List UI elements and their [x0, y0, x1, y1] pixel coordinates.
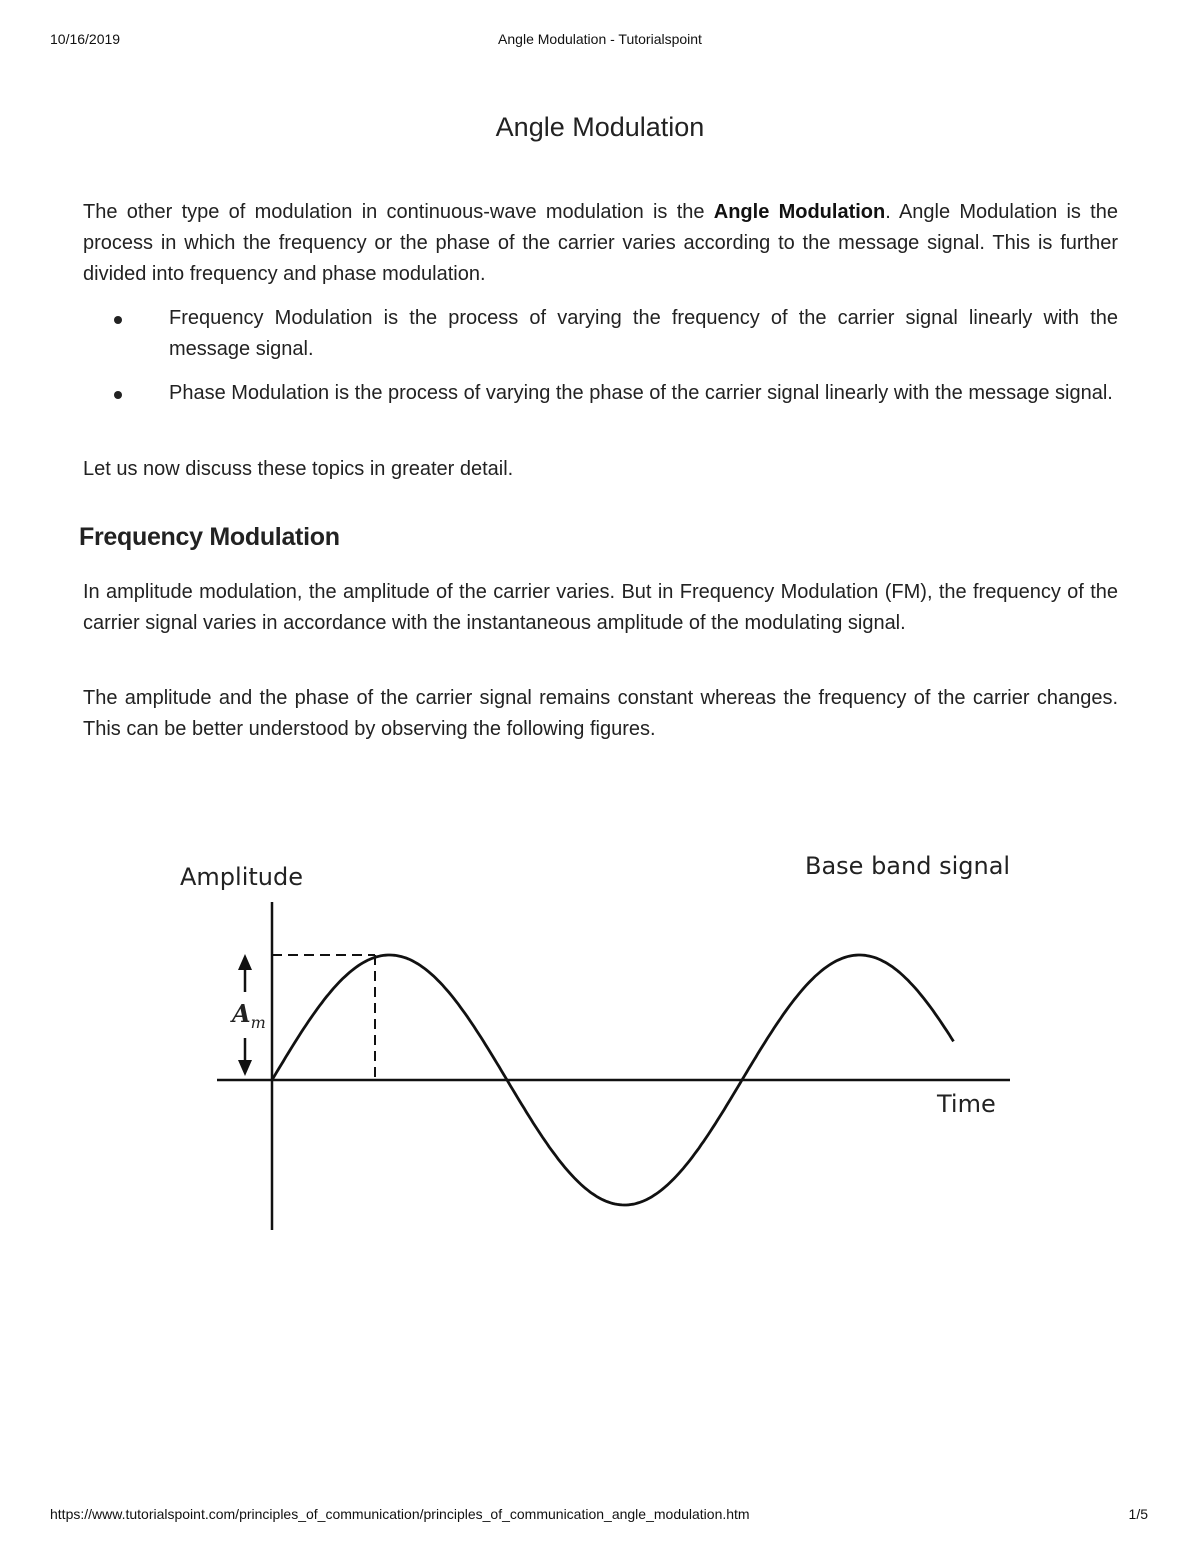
arrow-down-icon	[238, 1060, 252, 1076]
arrow-up-icon	[238, 954, 252, 970]
intro-text-before: The other type of modulation in continuous-wave modulation is the	[83, 201, 714, 223]
fm-paragraph-1	[83, 577, 1118, 639]
fm-text-1: In amplitude modulation, the amplitude of the carrier varies. But in Frequency Modulation (FM), the frequency of the carrier signal varies in accordance with the instantaneous amplitude of the modulating signal.	[83, 581, 1118, 634]
figure-title: Base band signal	[805, 852, 1011, 880]
fm-paragraph-2	[83, 683, 1118, 745]
list-item-text: Phase Modulation is the process of varying the phase of the carrier signal linearly with the message signal.	[169, 382, 1113, 404]
x-axis-label: Time	[937, 1090, 996, 1118]
list-item-text: Frequency Modulation is the process of varying the frequency of the carrier signal linearly with the message signal.	[169, 307, 1118, 360]
intro-bold-term: Angle Modulation	[713, 201, 886, 223]
print-date: 10/16/2019	[50, 31, 121, 47]
discussion-paragraph	[83, 454, 1118, 485]
discussion-text: Let us now discuss these topics in greater detail.	[83, 458, 514, 480]
intro-paragraph	[83, 197, 1118, 290]
bullet-dot-icon	[114, 316, 122, 324]
amplitude-symbol-base: A	[232, 999, 251, 1028]
y-axis-label: Amplitude	[180, 863, 303, 891]
print-url: https://www.tutorialspoint.com/principles_of_communication/principles_of_communication_angle_modulation.htm	[50, 1506, 750, 1522]
print-page-title: Angle Modulation - Tutorialspoint	[498, 31, 702, 47]
list-item	[83, 303, 1118, 365]
amplitude-symbol	[230, 999, 266, 1032]
intro-text-after: . Angle Modulation is the process in which the frequency or the phase of the carrier varies according to the message signal. This is further divided into frequency and phase modulation.	[83, 201, 1118, 285]
modulation-types-list	[83, 303, 1118, 422]
bullet-dot-icon	[114, 391, 122, 399]
fm-text-2: The amplitude and the phase of the carrier signal remains constant whereas the frequency of the carrier changes. This can be better understood by observing the following figures.	[83, 687, 1118, 740]
page-title: Angle Modulation	[495, 112, 705, 142]
amplitude-symbol-subscript: m	[250, 1013, 266, 1032]
section-heading-fm: Frequency Modulation	[79, 523, 340, 551]
baseband-signal-figure	[150, 830, 1050, 1250]
print-page-number: 1/5	[1128, 1506, 1148, 1522]
list-item	[83, 378, 1118, 409]
